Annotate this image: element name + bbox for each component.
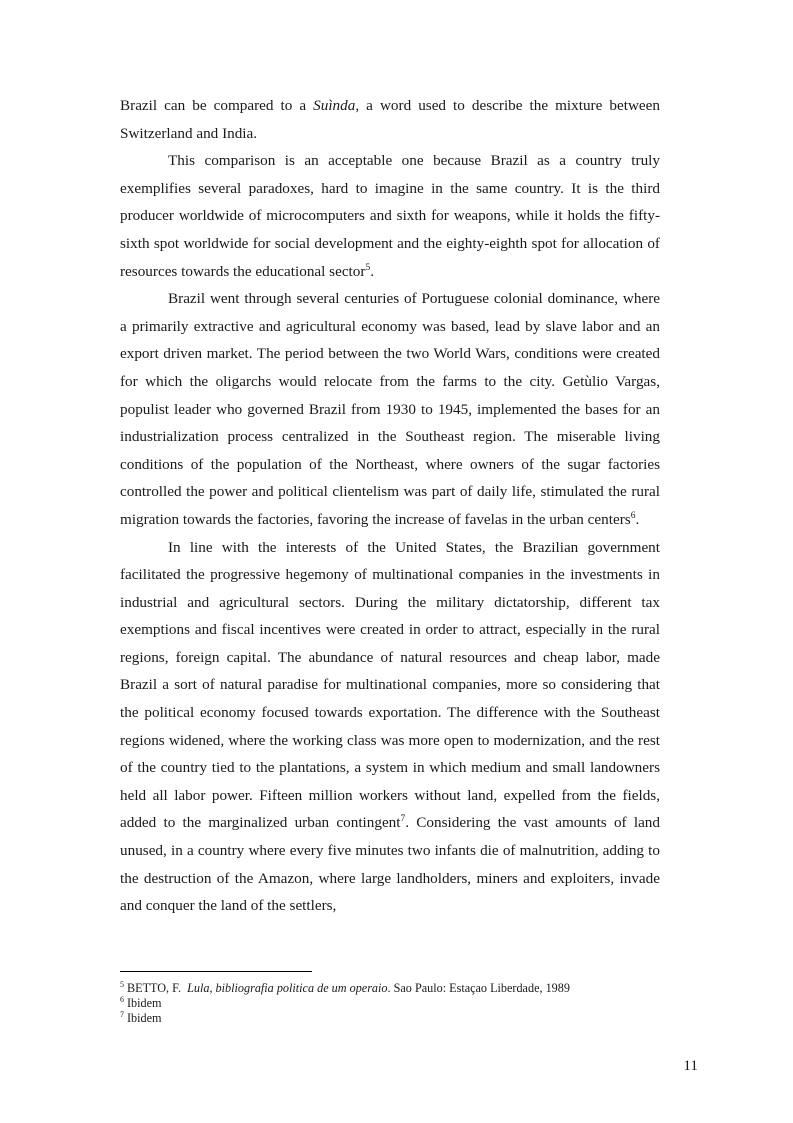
footnote-ref-7: 7 [400, 814, 406, 825]
paragraph-3-text: Brazil went through several centuries of Portuguese colonial dominance, where a primarily extractive and agricultural economy was based, lead by slave labor and an export driven market. The period between the two World Wars, conditions were created for which the oligarchs would relocate from the farms to the city. Getùlio Vargas, populist leader who governed Brazil from 1930 to 1945, implemented the bases for an industrialization process centralized in the Southeast region. The miserable living conditions of the population of the Northeast, where owners of the sugar factories controlled the power and political clientelism was part of daily life, stimulated the rural migration towards the factories, favoring the increase of favelas in the urban centers [120, 290, 660, 528]
paragraph-2 [120, 147, 660, 285]
footnote-divider [120, 971, 312, 972]
paragraph-1-text-end: , a word used to describe the mixture between Switzerland and India. [120, 97, 660, 142]
page-number: 11 [683, 1057, 698, 1074]
paragraph-4-text: In line with the interests of the United States, the Brazilian government facilitated the progressive hegemony of multinational companies in the investments in industrial and agricultural sectors. During the military dictatorship, different tax exemptions and fiscal incentives were created in order to attract, especially in the rural regions, foreign capital. The abundance of natural resources and cheap labor, made Brazil a sort of natural paradise for multinational companies, more so considering that the political economy focused towards exportation. The difference with the Southeast regions widened, where the working class was more open to modernization, and the rest of the country tied to the plantations, a system in which medium and small landowners held all labor power. Fifteen million workers without land, expelled from the fields, added to the marginalized urban contingent [120, 538, 660, 832]
footnote-ref-5: 5 [365, 262, 371, 273]
paragraph-3-end: . [635, 510, 640, 528]
footnotes [120, 981, 680, 1026]
paragraph-1 [120, 92, 660, 147]
footnote-author: BETTO, F. [127, 981, 181, 995]
body-text [120, 92, 660, 920]
footnote-ref-6: 6 [630, 510, 636, 521]
footnote-text: Ibidem [127, 1011, 162, 1025]
paragraph-1-text: Brazil can be compared to a [120, 97, 314, 114]
paragraph-4 [120, 534, 660, 920]
paragraph-2-end: . [370, 262, 374, 280]
footnote-number: 7 [120, 1010, 124, 1019]
emphasized-word: Suìnda [313, 97, 356, 114]
footnote-number: 6 [120, 995, 124, 1004]
paragraph-2-text: This comparison is an acceptable one because Brazil as a country truly exemplifies several paradoxes, hard to imagine in the same country. It is the third producer worldwide of microcomputers and sixth for weapons, while it holds the fifty-sixth spot worldwide for social development and the eighty-eighth spot for allocation of resources towards the educational sector [120, 152, 660, 280]
footnote-7 [120, 1011, 680, 1026]
footnote-6 [120, 996, 680, 1011]
footnote-title: Lula, bibliografia politica de um operaio [187, 981, 388, 995]
footnote-number: 5 [120, 980, 124, 989]
paragraph-3 [120, 285, 660, 533]
paragraph-4-end: . Considering the vast amounts of land unused, in a country where every five minutes two infants die of malnutrition, adding to the destruction of the Amazon, where large landholders, miners and exploiters, invade and conquer the land of the settlers, [120, 814, 660, 915]
footnote-text: Ibidem [127, 996, 162, 1010]
footnote-5 [120, 981, 680, 996]
footnote-publication: . Sao Paulo: Estaçao Liberdade, 1989 [387, 981, 570, 995]
